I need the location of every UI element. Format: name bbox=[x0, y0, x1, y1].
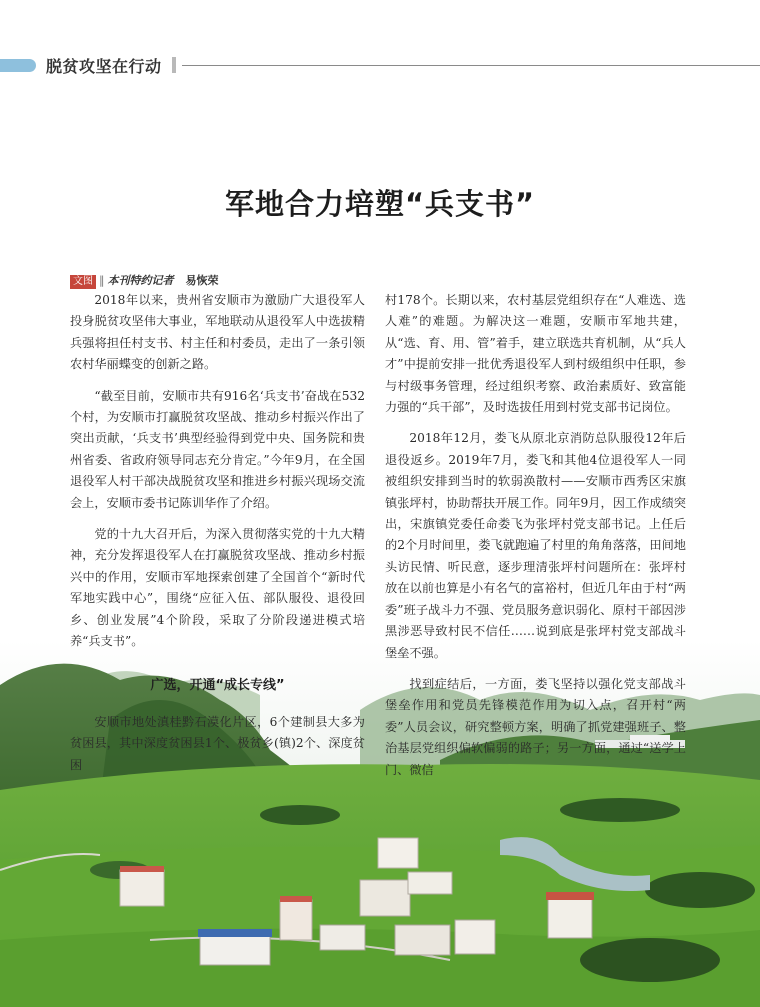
byline-separator: ‖ bbox=[99, 274, 105, 287]
header-accent-tab bbox=[0, 59, 36, 72]
byline-tag: 文图 bbox=[70, 275, 96, 289]
paragraph: 2018年以来，贵州省安顺市为激励广大退役军人投身脱贫攻坚伟大事业，军地联动从退役军人中选拔精兵强将担任村支书、村主任和村委员，走出了一条引领农村华丽蝶变的创新之路。 bbox=[70, 293, 365, 372]
paragraph: “截至目前，安顺市共有916名‘兵支书’奋战在532个村，为安顺市打赢脱贫攻坚战、推动乡村振兴作出了突出贡献，‘兵支书’典型经验得到党中央、国务院和贵州省委、省政府领导同志充分肯定。”今年9月，在全国退役军人村干部决战脱贫攻坚和推进乡村振兴现场交流会上，安顺市委书记陈训华作了介绍。 bbox=[70, 388, 365, 510]
byline-role: 本刊特约记者 bbox=[107, 274, 174, 287]
header-divider-bar bbox=[172, 57, 176, 73]
paragraph: 党的十九大召开后，为深入贯彻落实党的十九大精神，充分发挥退役军人在打赢脱贫攻坚战、推动乡村振兴中的作用，安顺市军地探索创建了全国首个“新时代军地实践中心”，围绕“应征入伍、部队服役、退役回乡、创业发展”4个阶段，采取了分阶段递进模式培养“兵支书”。 bbox=[70, 527, 365, 649]
paragraph: 找到症结后，一方面，娄飞坚持以强化党支部战斗堡垒作用和党员先锋模范作用为切入点，召开村“两委”人员会议，研究整顿方案，明确了抓党建强班子、整治基层党组织偏软偏弱的路子；另一方面，通过“送学上门、微信 bbox=[385, 676, 686, 777]
section-label: 脱贫攻坚在行动 bbox=[46, 57, 162, 76]
header-rule bbox=[182, 65, 760, 66]
byline bbox=[70, 272, 219, 289]
section-header bbox=[0, 50, 760, 80]
right-column bbox=[385, 290, 686, 781]
byline-author: 易恢荣 bbox=[185, 274, 219, 287]
paragraph: 安顺市地处滇桂黔石漠化片区，6个建制县大多为贫困县，其中深度贫困县1个、极贫乡(镇)2个、深度贫困 bbox=[70, 714, 365, 772]
paragraph: 村178个。长期以来，农村基层党组织存在“人难选、选人难”的难题。为解决这一难题，安顺市军地共建，从“选、育、用、管”着手，建立联选共育机制，从“兵人才”中提前安排一批优秀退役军人到村级组织中任职，参与村级事务管理，经过组织考察、政治素质好、致富能力强的“兵干部”，及时选拔任用到村党支部书记岗位。 bbox=[385, 293, 686, 415]
left-column bbox=[70, 290, 365, 776]
section-subhead: 广选，开通“成长专线” bbox=[150, 677, 285, 693]
paragraph: 2018年12月，娄飞从原北京消防总队服役12年后退役返乡。2019年7月，娄飞和其他4位退役军人一同被组织安排到当时的软弱涣散村——安顺市西秀区宋旗镇张坪村，协助帮扶开展工作。同年9月，因工作成绩突出，宋旗镇党委任命娄飞为张坪村党支部书记。上任后的2个月时间里，娄飞就跑遍了村里的角角落落，田间地头访民情、听民意，逐步理清张坪村问题所在：张坪村放在以前也算是小有名气的富裕村，但近几年由于村“两委”班子战斗力不强、党员服务意识弱化、原村干部因涉黑涉恶导致村民不信任……说到底是张坪村党支部战斗堡垒不强。 bbox=[385, 431, 686, 660]
article-title: 军地合力培塑“兵支书” bbox=[224, 187, 536, 221]
